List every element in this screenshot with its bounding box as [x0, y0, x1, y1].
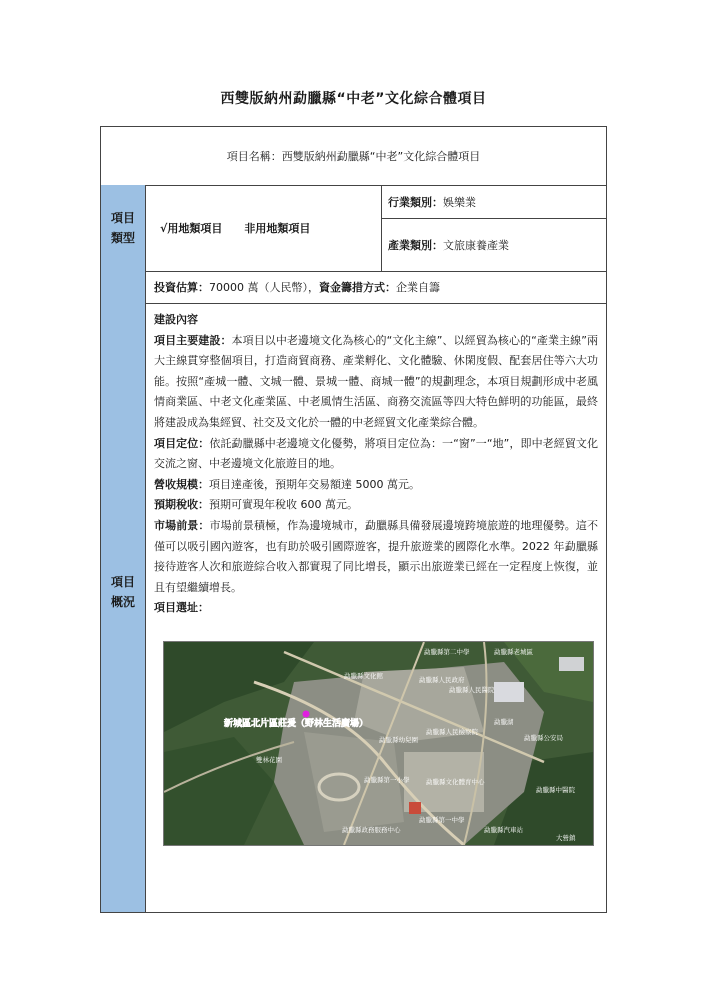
project-type-label: 項目類型 [110, 211, 135, 245]
project-type-label-cell [101, 185, 146, 271]
project-name-row [101, 127, 606, 186]
map-place-label: 勐臘縣人民檢察院 [426, 728, 478, 736]
map-place-label: 勐臘縣中醫院 [536, 786, 575, 794]
project-type-row [101, 185, 606, 272]
investment-value: 70000 萬（人民幣）， [209, 281, 319, 294]
tax-text: 預期可實現年稅收 600 萬元。 [209, 498, 358, 512]
site-label: 項目選址： [154, 601, 209, 615]
positioning-paragraph [154, 434, 598, 475]
main-construction-paragraph [154, 331, 598, 434]
tax-paragraph [154, 495, 598, 516]
map-place-label: 勐臘縣人民政府 [419, 676, 465, 684]
investment-row [146, 271, 606, 304]
sector-category-label: 產業類別： [388, 239, 443, 252]
map-place-label: 大營鎮 [556, 834, 576, 842]
project-overview-section [101, 271, 606, 912]
revenue-paragraph [154, 475, 598, 496]
map-place-label: 勐臘縣人民醫院 [449, 686, 495, 694]
construction-heading: 建設內容 [154, 313, 198, 326]
positioning-text: 依託勐臘縣中老邊境文化優勢，將項目定位為：一“窗”一“地”，即中老經貿文化交流之窗、中老邊境文化旅遊目的地。 [154, 436, 598, 471]
construction-content [146, 304, 606, 619]
industry-category-value: 娛樂業 [443, 195, 476, 209]
map-place-label: 勐臘縣政務服務中心 [342, 826, 401, 834]
sector-category-value: 文旅康養產業 [443, 239, 509, 252]
site-marker-icon [303, 711, 310, 718]
tax-label: 預期稅收： [154, 498, 209, 512]
map-place-label: 雙林花園 [256, 756, 282, 764]
project-overview-label-cell [101, 271, 146, 912]
market-text: 市場前景積極，作為邊境城市，勐臘縣具備發展邊境跨境旅遊的地理優勢。這不僅可以吸引國內遊客，也有助於吸引國際遊客，提升旅遊業的國際化水準。2022 年勐臘縣接待遊客人次和旅遊綜合收入都實現了同比增長，顯示出旅遊業已經在一定程度上恢復，並且有望繼續增長。 [154, 518, 599, 594]
white-building [494, 682, 524, 702]
revenue-text: 項目達產後，預期年交易額達 5000 萬元。 [209, 477, 420, 491]
main-construction-label: 項目主要建設： [154, 333, 232, 347]
sector-category-row [382, 219, 606, 271]
revenue-label: 營收規模： [154, 477, 209, 491]
white-building [559, 657, 584, 671]
project-overview-label: 項目概況 [110, 574, 135, 609]
project-name-text: 項目名稱：西雙版納州勐臘縣“中老”文化綜合體項目 [226, 150, 481, 163]
map-place-label: 勐臘縣汽車站 [484, 826, 523, 834]
map-place-label: 勐臘縣第二中學 [424, 648, 470, 656]
site-marker-label: 新城區北片區莊爰（野林生活廣場） [224, 719, 369, 729]
category-cells [382, 185, 606, 271]
map-place-label: 勐臘縣第一小學 [364, 776, 410, 784]
non-land-project-option: 非用地類項目 [244, 222, 311, 235]
positioning-label: 項目定位： [154, 436, 210, 450]
land-project-option: √用地類項目 [160, 222, 223, 235]
market-paragraph [154, 516, 598, 598]
red-roof-building [409, 802, 421, 814]
map-place-label: 勐臘縣公安局 [524, 734, 563, 742]
map-place-label: 勐臘縣老城區 [494, 648, 533, 656]
funding-label: 資金籌措方式： [319, 281, 396, 294]
industry-category-row [382, 185, 606, 219]
investment-label: 投資估算： [154, 281, 209, 294]
project-table [100, 126, 607, 913]
map-place-label: 勐臘縣第一中學 [419, 816, 465, 824]
document-title: 西雙版納州勐臘縣“中老”文化綜合體項目 [220, 91, 487, 107]
funding-value: 企業自籌 [396, 281, 440, 294]
industry-category-label: 行業類別： [388, 195, 443, 209]
map-place-label: 勐臘縣文化館 [344, 672, 383, 680]
map-place-label: 勐臘縣文化體育中心 [426, 778, 485, 786]
project-type-options [146, 185, 382, 271]
site-satellite-map [163, 641, 594, 846]
market-label: 市場前景： [154, 518, 210, 532]
map-place-label: 勐臘縣幼兒園 [379, 736, 418, 744]
map-place-label: 勐臘湖 [494, 718, 514, 726]
main-construction-text: 本項目以中老邊境文化為核心的“文化主線”、以經貿為核心的“產業主線”兩大主線貫穿整個項目，打造商貿商務、產業孵化、文化體驗、休閑度假、配套居住等六大功能。按照“產城一體、文城一體、景城一體、商城一體”的規劃理念，本項目規劃形成中老風情商業區、中老文化產業區、中老風情生活區、商務交流區等四大特色鮮明的功能區，最終將建設成為集經貿、社交及文化於一體的中老經貿文化產業綜合體。 [154, 333, 598, 429]
